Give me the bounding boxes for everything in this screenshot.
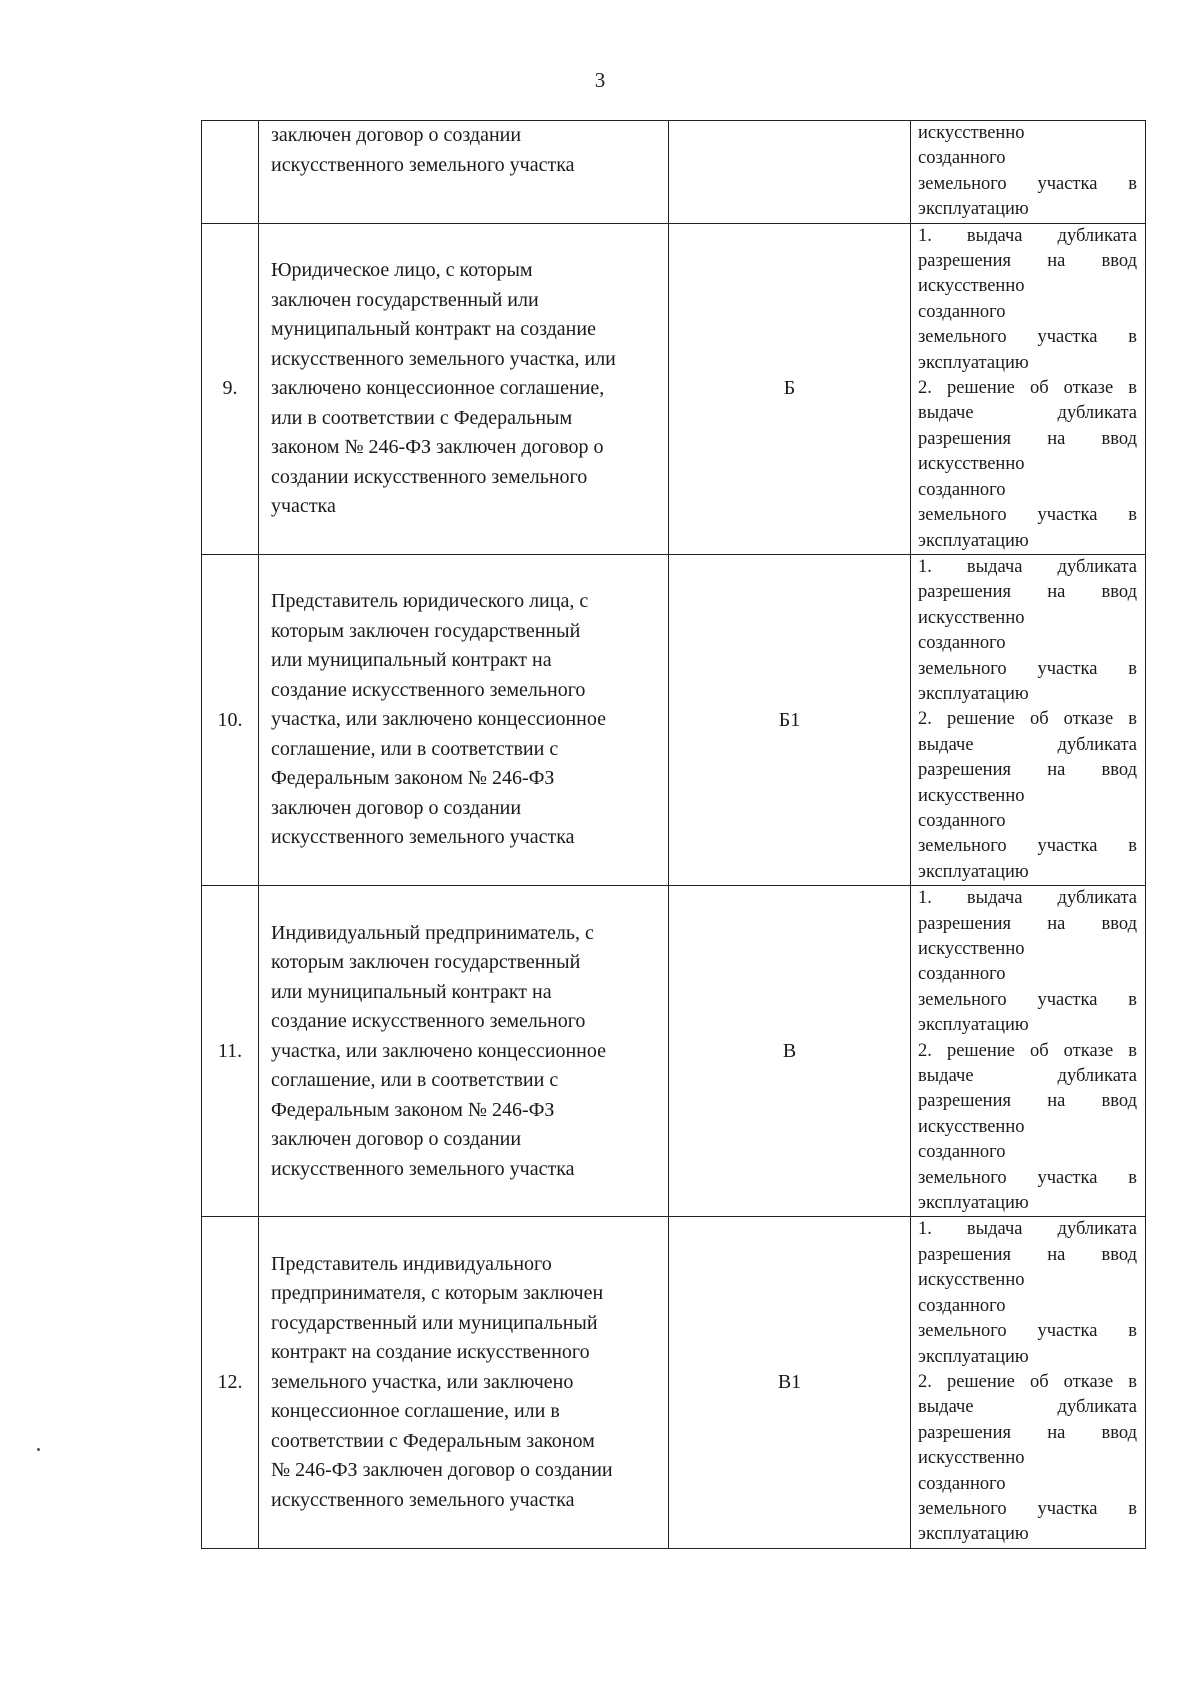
applicant-line: Федеральным законом № 246-ФЗ: [271, 767, 555, 790]
result-line: земельного участка в: [918, 989, 1137, 1010]
row-number: 10.: [202, 554, 259, 885]
result-line: эксплуатацию: [918, 861, 1029, 882]
page-number: 3: [594, 68, 606, 92]
result-line: искусственно: [918, 454, 1025, 475]
row-number: 11.: [202, 886, 259, 1217]
result-line: эксплуатацию: [918, 683, 1029, 704]
applicant-line: которым заключен государственный: [271, 619, 581, 642]
result-cell: [911, 1217, 1146, 1548]
applicant-cell: [259, 554, 669, 885]
result-line: разрешения на ввод: [918, 251, 1137, 272]
applicant-cell: [259, 886, 669, 1217]
result-line: эксплуатацию: [918, 1015, 1029, 1036]
result-line: созданного: [918, 810, 1006, 831]
applicant-line: муниципальный контракт на создание: [271, 318, 596, 341]
applicant-line: законом № 246-ФЗ заключен договор о: [271, 436, 604, 459]
result-line: земельного участка в: [918, 327, 1137, 348]
result-line: земельного участка в: [918, 173, 1137, 194]
result-line: созданного: [918, 1142, 1006, 1163]
table-row: [202, 886, 1146, 1217]
result-line: 1. выдача дубликата: [918, 888, 1137, 909]
applicant-line: заключен государственный или: [271, 288, 539, 311]
applicant-line: заключено концессионное соглашение,: [271, 377, 605, 400]
result-line: эксплуатацию: [918, 1346, 1029, 1367]
applicant-line: искусственного земельного участка: [271, 826, 575, 849]
applicant-line: создание искусственного земельного: [271, 1010, 586, 1033]
result-line: 1. выдача дубликата: [918, 225, 1137, 246]
applicant-line: участка, или заключено концессионное: [271, 708, 606, 731]
result-line: искусственно: [918, 1116, 1025, 1137]
applicant-category-code: Б1: [669, 554, 911, 885]
result-line: искусственно: [918, 1448, 1025, 1469]
result-line: созданного: [918, 479, 1006, 500]
result-line: эксплуатацию: [918, 199, 1029, 220]
applicant-line: государственный или муниципальный: [271, 1311, 598, 1334]
applicant-category-code: В: [669, 886, 911, 1217]
result-line: созданного: [918, 964, 1006, 985]
table-row: [202, 223, 1146, 554]
result-line: 2. решение об отказе в: [918, 1040, 1137, 1061]
applicant-line: искусственного земельного участка: [271, 153, 575, 176]
result-line: созданного: [918, 1295, 1006, 1316]
result-line: 2. решение об отказе в: [918, 378, 1137, 399]
result-line: 2. решение об отказе в: [918, 709, 1137, 730]
applicant-line: или муниципальный контракт на: [271, 649, 552, 672]
applicant-line: искусственного земельного участка, или: [271, 347, 616, 370]
applicant-line: заключен договор о создании: [271, 796, 522, 819]
applicant-line: соглашение, или в соответствии с: [271, 737, 559, 760]
table-row: [202, 554, 1146, 885]
row-number: 9.: [202, 223, 259, 554]
result-line: выдаче дубликата: [918, 734, 1137, 755]
result-line: искусственно: [918, 1270, 1025, 1291]
row-number: 12.: [202, 1217, 259, 1548]
result-line: искусственно: [918, 607, 1025, 628]
result-line: земельного участка в: [918, 658, 1137, 679]
applicant-line: или в соответствии с Федеральным: [271, 406, 573, 429]
applicant-line: искусственного земельного участка: [271, 1157, 575, 1180]
applicant-line: создание искусственного земельного: [271, 678, 586, 701]
applicant-line: участка, или заключено концессионное: [271, 1039, 606, 1062]
row-number: [202, 121, 259, 224]
result-line: искусственно: [918, 123, 1025, 143]
result-line: разрешения на ввод: [918, 760, 1137, 781]
result-line: выдаче дубликата: [918, 403, 1137, 424]
applicant-line: Индивидуальный предприниматель, с: [271, 921, 594, 944]
applicant-line: концессионное соглашение, или в: [271, 1400, 560, 1423]
applicant-line: контракт на создание искусственного: [271, 1341, 590, 1364]
applicant-line: земельного участка, или заключено: [271, 1370, 574, 1393]
result-cell: [911, 554, 1146, 885]
table-body: [202, 121, 1146, 1549]
result-line: искусственно: [918, 785, 1025, 806]
result-line: земельного участка в: [918, 1167, 1137, 1188]
applicant-category-code: [669, 121, 911, 224]
result-line: разрешения на ввод: [918, 1091, 1137, 1112]
result-line: эксплуатацию: [918, 1193, 1029, 1214]
scan-speck: [37, 1448, 40, 1451]
result-line: выдаче дубликата: [918, 1066, 1137, 1087]
applicant-line: создании искусственного земельного: [271, 465, 588, 488]
result-line: созданного: [918, 148, 1006, 169]
result-line: эксплуатацию: [918, 530, 1029, 551]
result-line: земельного участка в: [918, 505, 1137, 526]
applicant-line: заключен договор о создании: [271, 124, 522, 146]
result-line: эксплуатацию: [918, 1524, 1029, 1545]
applicant-category-code: В1: [669, 1217, 911, 1548]
result-line: разрешения на ввод: [918, 582, 1137, 603]
result-line: созданного: [918, 633, 1006, 654]
applicant-cell: [259, 1217, 669, 1548]
table-row: [202, 1217, 1146, 1548]
applicant-line: участка: [271, 495, 336, 518]
applicant-line: или муниципальный контракт на: [271, 980, 552, 1003]
result-line: разрешения на ввод: [918, 1422, 1137, 1443]
result-line: земельного участка в: [918, 1498, 1137, 1519]
result-line: разрешения на ввод: [918, 1244, 1137, 1265]
result-line: искусственно: [918, 276, 1025, 297]
applicant-line: искусственного земельного участка: [271, 1488, 575, 1511]
result-line: земельного участка в: [918, 1321, 1137, 1342]
applicant-category-code: Б: [669, 223, 911, 554]
applicant-line: Федеральным законом № 246-ФЗ: [271, 1098, 555, 1121]
applicant-line: соглашение, или в соответствии с: [271, 1069, 559, 1092]
result-line: искусственно: [918, 939, 1025, 959]
result-line: разрешения на ввод: [918, 913, 1137, 934]
result-line: земельного участка в: [918, 836, 1137, 857]
result-line: 2. решение об отказе в: [918, 1371, 1137, 1392]
applicant-line: № 246-ФЗ заключен договор о создании: [271, 1459, 613, 1482]
applicant-line: Представитель индивидуального: [271, 1252, 552, 1275]
result-cell: [911, 223, 1146, 554]
applicant-cell: [259, 121, 669, 224]
result-cell: [911, 886, 1146, 1217]
result-cell: [911, 121, 1146, 224]
result-line: эксплуатацию: [918, 352, 1029, 373]
result-line: выдаче дубликата: [918, 1397, 1137, 1418]
result-line: разрешения на ввод: [918, 428, 1137, 449]
applicant-line: которым заключен государственный: [271, 951, 581, 974]
applicants-table: [201, 120, 1146, 1549]
result-line: созданного: [918, 1473, 1006, 1494]
applicant-line: предпринимателя, с которым заключен: [271, 1282, 604, 1305]
applicant-line: заключен договор о создании: [271, 1128, 522, 1151]
result-line: созданного: [918, 301, 1006, 322]
applicant-line: Юридическое лицо, с которым: [271, 259, 533, 282]
table-row: [202, 121, 1146, 224]
result-line: 1. выдача дубликата: [918, 556, 1137, 577]
result-line: 1. выдача дубликата: [918, 1219, 1137, 1240]
applicant-line: соответствии с Федеральным законом: [271, 1429, 595, 1452]
applicant-line: Представитель юридического лица, с: [271, 590, 589, 613]
applicant-cell: [259, 223, 669, 554]
